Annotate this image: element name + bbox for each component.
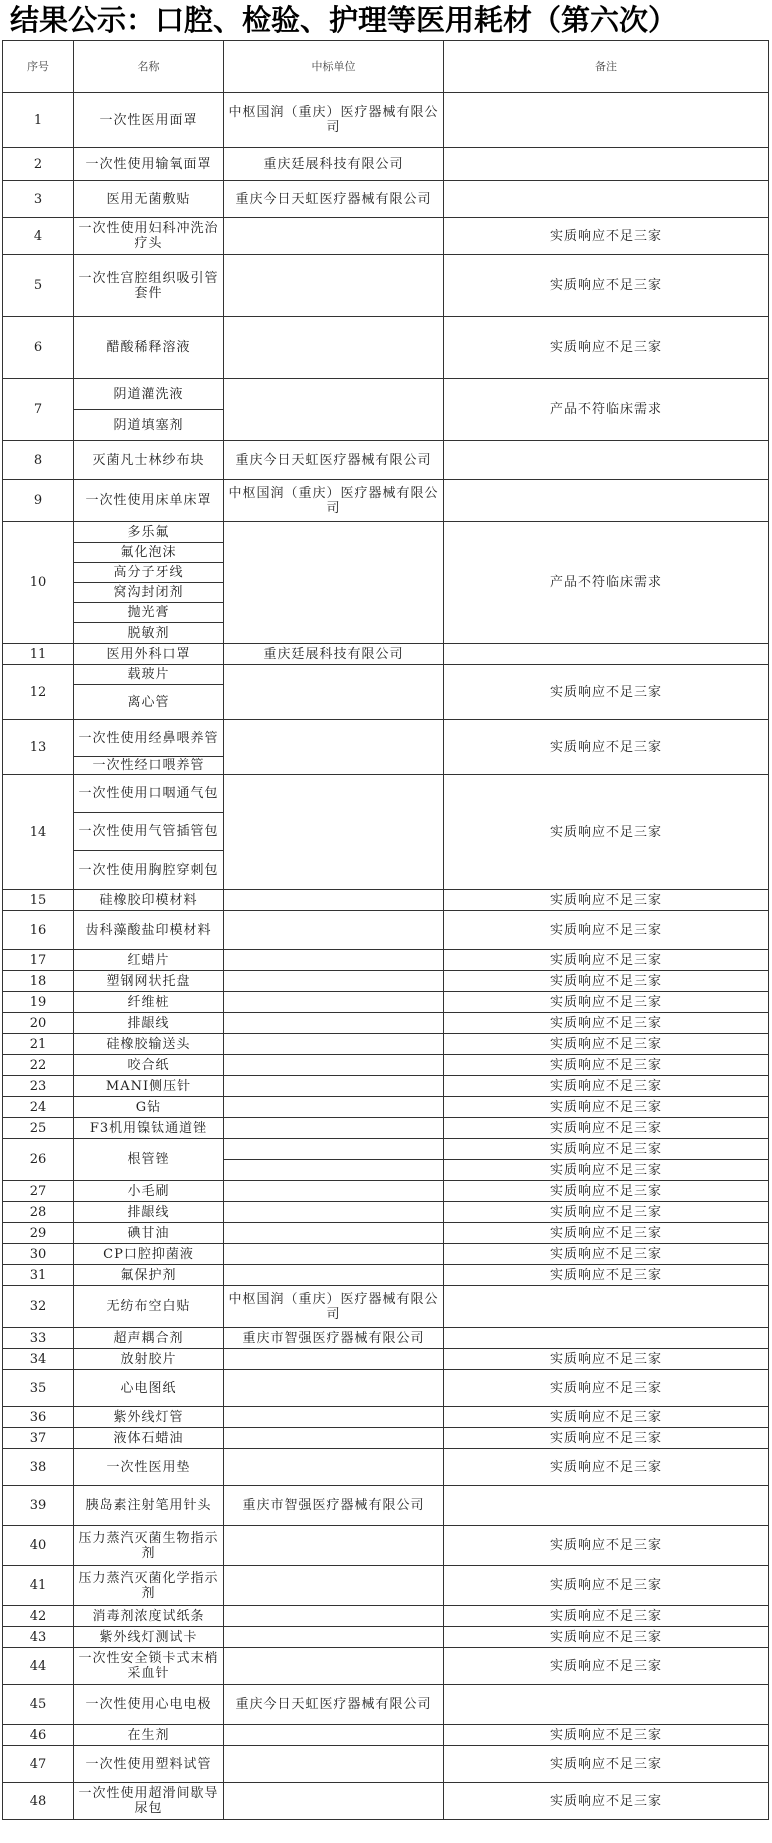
item-name: 一次性使用经鼻喂养管 — [74, 720, 224, 757]
remark: 实质响应不足三家 — [444, 775, 769, 890]
item-name: 离心管 — [74, 685, 224, 720]
item-name: 一次性安全锁卡式末梢采血针 — [74, 1648, 224, 1685]
table-row — [3, 1118, 769, 1139]
table-body — [3, 93, 769, 1820]
row-number: 25 — [3, 1118, 74, 1139]
row-number: 23 — [3, 1076, 74, 1097]
item-name: 咬合纸 — [74, 1055, 224, 1076]
item-name: 一次性使用塑料试管 — [74, 1746, 224, 1783]
winning-unit: 重庆市智强医疗器械有限公司 — [224, 1486, 444, 1526]
remark: 实质响应不足三家 — [444, 1118, 769, 1139]
winning-unit: 中枢国润（重庆）医疗器械有限公司 — [224, 480, 444, 522]
remark: 实质响应不足三家 — [444, 1139, 769, 1160]
table-row — [3, 1013, 769, 1034]
table-row — [3, 1566, 769, 1606]
remark — [444, 441, 769, 480]
winning-unit: 中枢国润（重庆）医疗器械有限公司 — [224, 1286, 444, 1328]
remark: 实质响应不足三家 — [444, 1160, 769, 1181]
row-number: 36 — [3, 1407, 74, 1428]
winning-unit — [224, 1428, 444, 1449]
table-row — [3, 971, 769, 992]
item-name: 紫外线灯测试卡 — [74, 1627, 224, 1648]
row-number: 7 — [3, 379, 74, 441]
table-row — [3, 1181, 769, 1202]
row-number: 13 — [3, 720, 74, 775]
remark: 实质响应不足三家 — [444, 1725, 769, 1746]
remark: 实质响应不足三家 — [444, 317, 769, 379]
remark: 实质响应不足三家 — [444, 1606, 769, 1627]
table-row — [3, 1407, 769, 1428]
row-number: 24 — [3, 1097, 74, 1118]
remark: 实质响应不足三家 — [444, 1076, 769, 1097]
item-name: 超声耦合剂 — [74, 1328, 224, 1349]
remark: 实质响应不足三家 — [444, 1202, 769, 1223]
remark: 实质响应不足三家 — [444, 1746, 769, 1783]
remark: 实质响应不足三家 — [444, 1034, 769, 1055]
item-name: 胰岛素注射笔用针头 — [74, 1486, 224, 1526]
item-name: 窝沟封闭剂 — [74, 583, 224, 603]
table-row — [3, 317, 769, 379]
winning-unit — [224, 1202, 444, 1223]
row-number: 29 — [3, 1223, 74, 1244]
winning-unit — [224, 1566, 444, 1606]
item-name: 载玻片 — [74, 665, 224, 685]
remark: 实质响应不足三家 — [444, 1428, 769, 1449]
item-name: 一次性使用超滑间歇导尿包 — [74, 1783, 224, 1820]
winning-unit — [224, 1370, 444, 1407]
remark — [444, 1685, 769, 1725]
remark — [444, 1486, 769, 1526]
remark: 实质响应不足三家 — [444, 1013, 769, 1034]
winning-unit — [224, 255, 444, 317]
remark — [444, 644, 769, 665]
item-name: 一次性使用气管插管包 — [74, 813, 224, 851]
row-number: 15 — [3, 890, 74, 911]
item-name: 灭菌凡士林纱布块 — [74, 441, 224, 480]
table-row — [3, 1526, 769, 1566]
table-row — [3, 775, 769, 813]
row-number: 11 — [3, 644, 74, 665]
row-number: 1 — [3, 93, 74, 148]
remark: 实质响应不足三家 — [444, 1244, 769, 1265]
remark: 实质响应不足三家 — [444, 890, 769, 911]
table-row — [3, 480, 769, 522]
row-number: 26 — [3, 1139, 74, 1181]
item-name: 心电图纸 — [74, 1370, 224, 1407]
remark: 实质响应不足三家 — [444, 1055, 769, 1076]
row-number: 16 — [3, 911, 74, 950]
winning-unit: 重庆市智强医疗器械有限公司 — [224, 1328, 444, 1349]
remark: 实质响应不足三家 — [444, 1627, 769, 1648]
item-name: 脱敏剂 — [74, 623, 224, 644]
table-row — [3, 1076, 769, 1097]
remark: 实质响应不足三家 — [444, 1265, 769, 1286]
remark: 实质响应不足三家 — [444, 911, 769, 950]
winning-unit: 重庆今日天虹医疗器械有限公司 — [224, 1685, 444, 1725]
item-name: 无纺布空白贴 — [74, 1286, 224, 1328]
remark — [444, 480, 769, 522]
table-row — [3, 1244, 769, 1265]
row-number: 45 — [3, 1685, 74, 1725]
table-row — [3, 1783, 769, 1820]
item-name: 红蜡片 — [74, 950, 224, 971]
item-name: 一次性医用面罩 — [74, 93, 224, 148]
winning-unit: 重庆廷展科技有限公司 — [224, 148, 444, 181]
table-row — [3, 1370, 769, 1407]
table-row — [3, 1223, 769, 1244]
item-name: 医用无菌敷贴 — [74, 181, 224, 218]
table-row — [3, 950, 769, 971]
winning-unit — [224, 1181, 444, 1202]
remark: 实质响应不足三家 — [444, 1181, 769, 1202]
winning-unit — [224, 1118, 444, 1139]
item-name: 多乐氟 — [74, 522, 224, 543]
header-unit: 中标单位 — [224, 41, 444, 93]
row-number: 5 — [3, 255, 74, 317]
item-name: 一次性使用心电电极 — [74, 1685, 224, 1725]
winning-unit — [224, 775, 444, 890]
remark: 实质响应不足三家 — [444, 1349, 769, 1370]
remark: 实质响应不足三家 — [444, 992, 769, 1013]
remark — [444, 1286, 769, 1328]
table-row — [3, 1349, 769, 1370]
table-row — [3, 148, 769, 181]
table-row — [3, 93, 769, 148]
page-title: 结果公示：口腔、检验、护理等医用耗材（第六次） — [10, 3, 678, 37]
row-number: 22 — [3, 1055, 74, 1076]
remark: 实质响应不足三家 — [444, 1449, 769, 1486]
winning-unit — [224, 1606, 444, 1627]
remark: 实质响应不足三家 — [444, 1526, 769, 1566]
remark: 实质响应不足三家 — [444, 1407, 769, 1428]
table-row — [3, 522, 769, 543]
remark: 实质响应不足三家 — [444, 255, 769, 317]
row-number: 3 — [3, 181, 74, 218]
winning-unit: 重庆廷展科技有限公司 — [224, 644, 444, 665]
winning-unit — [224, 992, 444, 1013]
item-name: 医用外科口罩 — [74, 644, 224, 665]
item-name: 紫外线灯管 — [74, 1407, 224, 1428]
item-name: 压力蒸汽灭菌生物指示剂 — [74, 1526, 224, 1566]
remark: 实质响应不足三家 — [444, 950, 769, 971]
winning-unit — [224, 1139, 444, 1160]
item-name: 压力蒸汽灭菌化学指示剂 — [74, 1566, 224, 1606]
row-number: 43 — [3, 1627, 74, 1648]
table-row — [3, 992, 769, 1013]
table-row — [3, 1725, 769, 1746]
winning-unit — [224, 1725, 444, 1746]
item-name: 一次性宫腔组织吸引管套件 — [74, 255, 224, 317]
row-number: 2 — [3, 148, 74, 181]
winning-unit — [224, 379, 444, 441]
item-name: 一次性医用垫 — [74, 1449, 224, 1486]
winning-unit — [224, 665, 444, 720]
item-name: 液体石蜡油 — [74, 1428, 224, 1449]
row-number: 40 — [3, 1526, 74, 1566]
table-row — [3, 181, 769, 218]
item-name: 一次性使用胸腔穿刺包 — [74, 851, 224, 890]
row-number: 47 — [3, 1746, 74, 1783]
item-name: 硅橡胶印模材料 — [74, 890, 224, 911]
table-row — [3, 379, 769, 410]
row-number: 31 — [3, 1265, 74, 1286]
row-number: 10 — [3, 522, 74, 644]
row-number: 46 — [3, 1725, 74, 1746]
item-name: 阴道填塞剂 — [74, 410, 224, 441]
remark — [444, 1328, 769, 1349]
row-number: 20 — [3, 1013, 74, 1034]
winning-unit — [224, 971, 444, 992]
item-name: 齿科藻酸盐印模材料 — [74, 911, 224, 950]
item-name: 消毒剂浓度试纸条 — [74, 1606, 224, 1627]
item-name: 一次性使用床单床罩 — [74, 480, 224, 522]
table-row — [3, 255, 769, 317]
row-number: 6 — [3, 317, 74, 379]
table-row — [3, 1449, 769, 1486]
row-number: 14 — [3, 775, 74, 890]
header-no: 序号 — [3, 41, 74, 93]
table-row — [3, 1139, 769, 1160]
row-number: 27 — [3, 1181, 74, 1202]
row-number: 12 — [3, 665, 74, 720]
winning-unit — [224, 522, 444, 644]
winning-unit — [224, 1055, 444, 1076]
table-row — [3, 911, 769, 950]
table-row — [3, 1627, 769, 1648]
item-name: 一次性使用妇科冲洗治疗头 — [74, 218, 224, 255]
winning-unit — [224, 1034, 444, 1055]
item-name: 排龈线 — [74, 1013, 224, 1034]
item-name: 在生剂 — [74, 1725, 224, 1746]
remark: 产品不符临床需求 — [444, 379, 769, 441]
remark: 实质响应不足三家 — [444, 971, 769, 992]
row-number: 8 — [3, 441, 74, 480]
table-row — [3, 218, 769, 255]
item-name: 氟化泡沫 — [74, 543, 224, 563]
row-number: 4 — [3, 218, 74, 255]
table-row — [3, 1428, 769, 1449]
table-row — [3, 1286, 769, 1328]
table-row — [3, 441, 769, 480]
item-name: 放射胶片 — [74, 1349, 224, 1370]
winning-unit — [224, 1097, 444, 1118]
row-number: 30 — [3, 1244, 74, 1265]
winning-unit: 重庆今日天虹医疗器械有限公司 — [224, 181, 444, 218]
remark: 实质响应不足三家 — [444, 720, 769, 775]
item-name: 小毛刷 — [74, 1181, 224, 1202]
remark: 实质响应不足三家 — [444, 1223, 769, 1244]
table-row — [3, 665, 769, 685]
table-row — [3, 1265, 769, 1286]
row-number: 19 — [3, 992, 74, 1013]
winning-unit — [224, 1013, 444, 1034]
table-row — [3, 1685, 769, 1725]
item-name: G钻 — [74, 1097, 224, 1118]
winning-unit — [224, 1349, 444, 1370]
row-number: 44 — [3, 1648, 74, 1685]
winning-unit — [224, 1265, 444, 1286]
table-row — [3, 1746, 769, 1783]
winning-unit — [224, 1526, 444, 1566]
winning-unit: 重庆今日天虹医疗器械有限公司 — [224, 441, 444, 480]
row-number: 32 — [3, 1286, 74, 1328]
remark: 实质响应不足三家 — [444, 218, 769, 255]
remark: 实质响应不足三家 — [444, 1648, 769, 1685]
table-row — [3, 1606, 769, 1627]
winning-unit — [224, 890, 444, 911]
row-number: 48 — [3, 1783, 74, 1820]
row-number: 21 — [3, 1034, 74, 1055]
winning-unit — [224, 1783, 444, 1820]
row-number: 41 — [3, 1566, 74, 1606]
item-name: 硅橡胶输送头 — [74, 1034, 224, 1055]
row-number: 39 — [3, 1486, 74, 1526]
item-name: 纤维桩 — [74, 992, 224, 1013]
item-name: 排龈线 — [74, 1202, 224, 1223]
row-number: 34 — [3, 1349, 74, 1370]
item-name: 醋酸稀释溶液 — [74, 317, 224, 379]
remark — [444, 148, 769, 181]
winning-unit — [224, 1160, 444, 1181]
remark: 实质响应不足三家 — [444, 1370, 769, 1407]
item-name: 一次性使用口咽通气包 — [74, 775, 224, 813]
header-note: 备注 — [444, 41, 769, 93]
row-number: 42 — [3, 1606, 74, 1627]
item-name: 阴道灌洗液 — [74, 379, 224, 410]
table-row — [3, 890, 769, 911]
table-header-row — [3, 41, 769, 93]
winning-unit — [224, 950, 444, 971]
row-number: 38 — [3, 1449, 74, 1486]
winning-unit — [224, 1076, 444, 1097]
item-name: MANI侧压针 — [74, 1076, 224, 1097]
table-row — [3, 1486, 769, 1526]
remark: 实质响应不足三家 — [444, 1097, 769, 1118]
row-number: 37 — [3, 1428, 74, 1449]
table-row — [3, 1648, 769, 1685]
winning-unit — [224, 1746, 444, 1783]
table-row — [3, 1055, 769, 1076]
row-number: 28 — [3, 1202, 74, 1223]
results-table — [2, 40, 769, 1820]
row-number: 18 — [3, 971, 74, 992]
remark: 产品不符临床需求 — [444, 522, 769, 644]
remark — [444, 181, 769, 218]
table-row — [3, 1097, 769, 1118]
item-name: 高分子牙线 — [74, 563, 224, 583]
winning-unit — [224, 317, 444, 379]
winning-unit: 中枢国润（重庆）医疗器械有限公司 — [224, 93, 444, 148]
winning-unit — [224, 1244, 444, 1265]
remark: 实质响应不足三家 — [444, 1783, 769, 1820]
winning-unit — [224, 1648, 444, 1685]
item-name: 一次性使用输氧面罩 — [74, 148, 224, 181]
header-name: 名称 — [74, 41, 224, 93]
winning-unit — [224, 911, 444, 950]
row-number: 9 — [3, 480, 74, 522]
item-name: 塑钢网状托盘 — [74, 971, 224, 992]
row-number: 17 — [3, 950, 74, 971]
winning-unit — [224, 1407, 444, 1428]
winning-unit — [224, 720, 444, 775]
winning-unit — [224, 1449, 444, 1486]
remark: 实质响应不足三家 — [444, 665, 769, 720]
item-name: 一次性经口喂养管 — [74, 757, 224, 775]
row-number: 35 — [3, 1370, 74, 1407]
table-row — [3, 1034, 769, 1055]
table-row — [3, 1202, 769, 1223]
remark — [444, 93, 769, 148]
winning-unit — [224, 1223, 444, 1244]
table-row — [3, 644, 769, 665]
winning-unit — [224, 218, 444, 255]
item-name: 碘甘油 — [74, 1223, 224, 1244]
winning-unit — [224, 1627, 444, 1648]
item-name: F3机用镍钛通道锉 — [74, 1118, 224, 1139]
table-row — [3, 1328, 769, 1349]
item-name: 根管锉 — [74, 1139, 224, 1181]
row-number: 33 — [3, 1328, 74, 1349]
table-row — [3, 720, 769, 757]
remark: 实质响应不足三家 — [444, 1566, 769, 1606]
item-name: 氟保护剂 — [74, 1265, 224, 1286]
item-name: 抛光膏 — [74, 603, 224, 623]
item-name: CP口腔抑菌液 — [74, 1244, 224, 1265]
